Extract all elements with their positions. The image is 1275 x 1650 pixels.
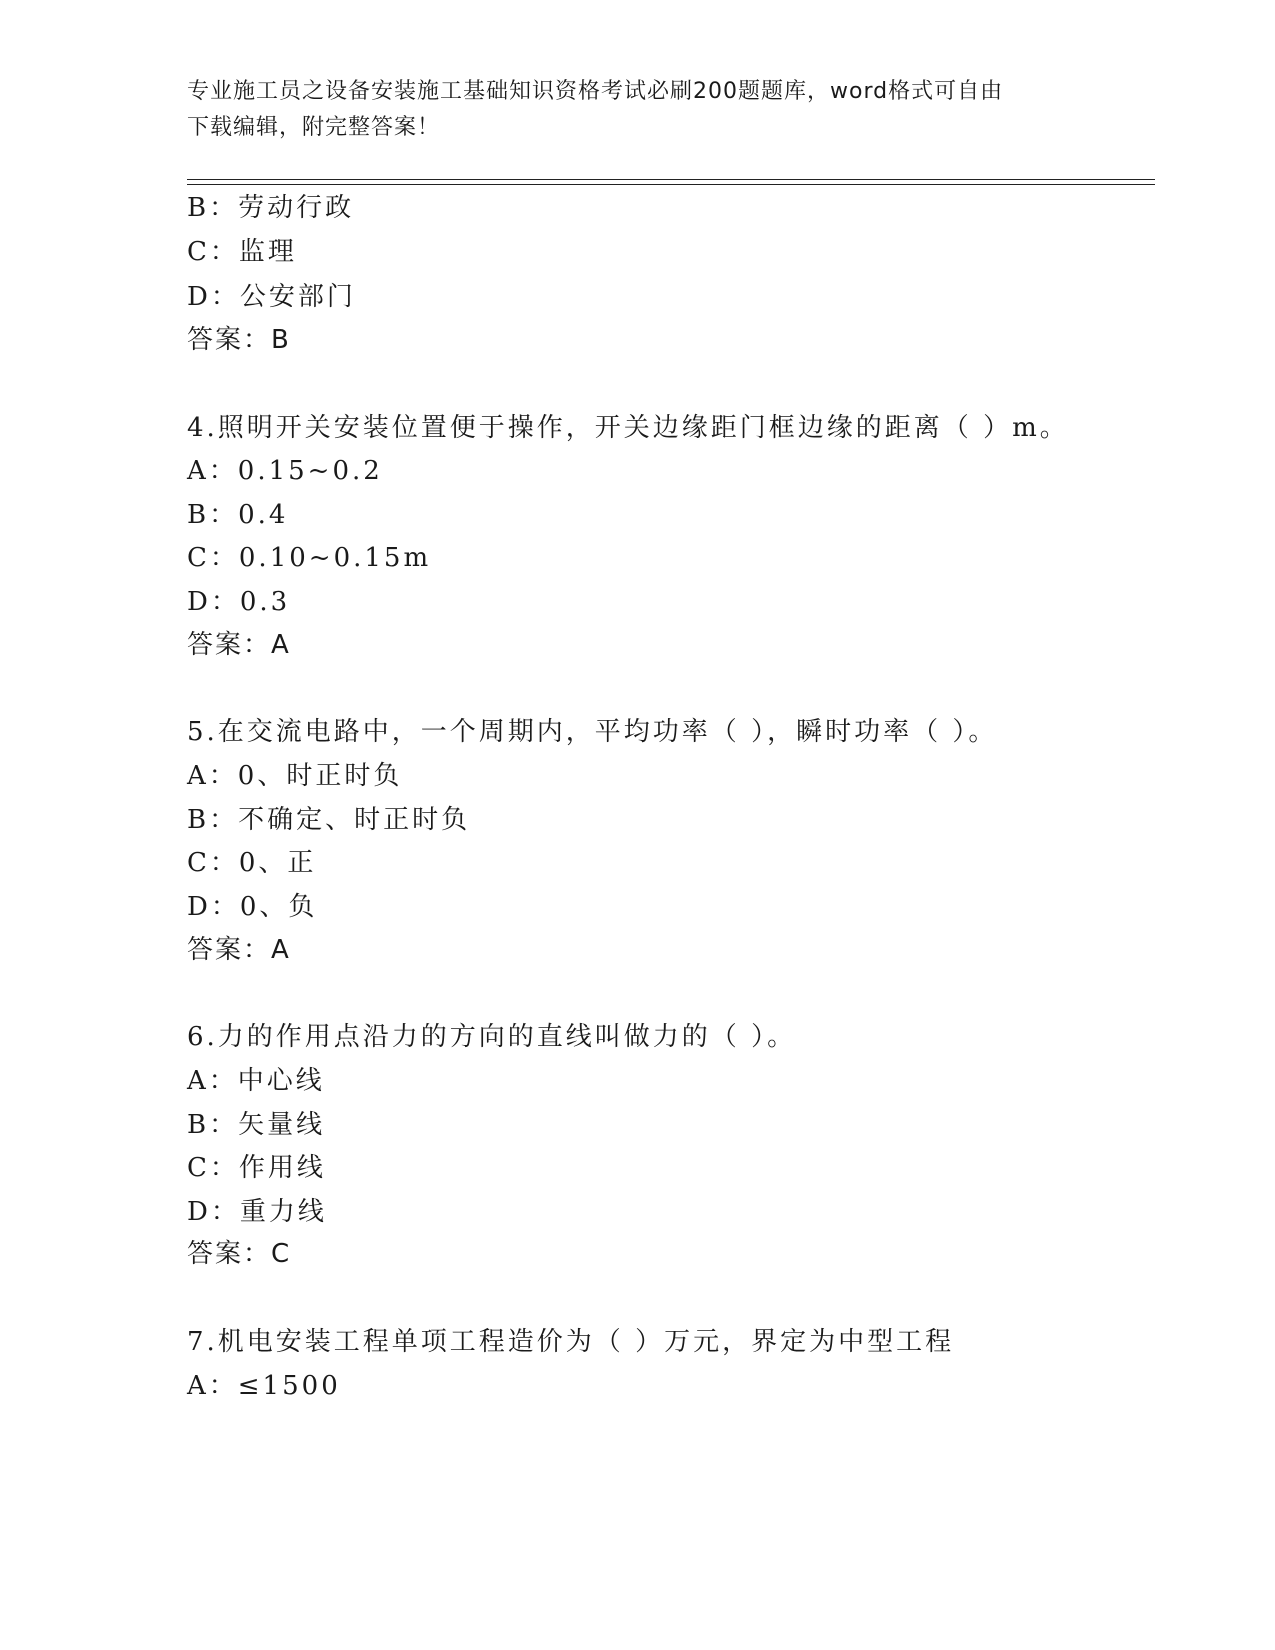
q3-option-c: C：监理 (187, 237, 297, 267)
q6-option-a: A：中心线 (187, 1066, 325, 1096)
header-line-1: 专业施工员之设备安装施工基础知识资格考试必刷200题题库，word格式可自由 (187, 79, 1004, 104)
q5-question: 5.在交流电路中，一个周期内，平均功率（ ），瞬时功率（ ）。 (187, 717, 998, 747)
header-divider-bottom (187, 184, 1155, 185)
header-divider-top (187, 179, 1155, 180)
q4-option-b: B：0.4 (187, 500, 289, 530)
q4-option-a: A：0.15~0.2 (187, 456, 383, 486)
q6-question: 6.力的作用点沿力的方向的直线叫做力的（ ）。 (187, 1022, 797, 1052)
q7-option-a: A：≤1500 (187, 1371, 341, 1401)
header-line-2: 下载编辑，附完整答案！ (187, 115, 441, 140)
q6-option-c: C：作用线 (187, 1153, 326, 1183)
q6-answer: 答案：C (187, 1239, 292, 1269)
q5-option-d: D：0、负 (187, 892, 318, 922)
q4-answer: 答案：A (187, 630, 291, 660)
q3-option-b: B：劳动行政 (187, 193, 355, 223)
q5-option-b: B：不确定、时正时负 (187, 805, 471, 835)
q3-option-d: D：公安部门 (187, 282, 356, 312)
q7-question: 7.机电安装工程单项工程造价为（ ）万元，界定为中型工程 (187, 1327, 955, 1357)
q5-answer: 答案：A (187, 935, 291, 965)
q5-option-a: A：0、时正时负 (187, 761, 403, 791)
document-header (187, 74, 1087, 146)
q6-option-b: B：矢量线 (187, 1110, 326, 1140)
q6-option-d: D：重力线 (187, 1197, 327, 1227)
q3-answer: 答案：B (187, 325, 291, 355)
q4-option-c: C：0.10~0.15m (187, 543, 432, 573)
q4-question: 4.照明开关安装位置便于操作，开关边缘距门框边缘的距离（ ）m。 (187, 413, 1069, 443)
q5-option-c: C：0、正 (187, 848, 317, 878)
q4-option-d: D：0.3 (187, 587, 291, 617)
